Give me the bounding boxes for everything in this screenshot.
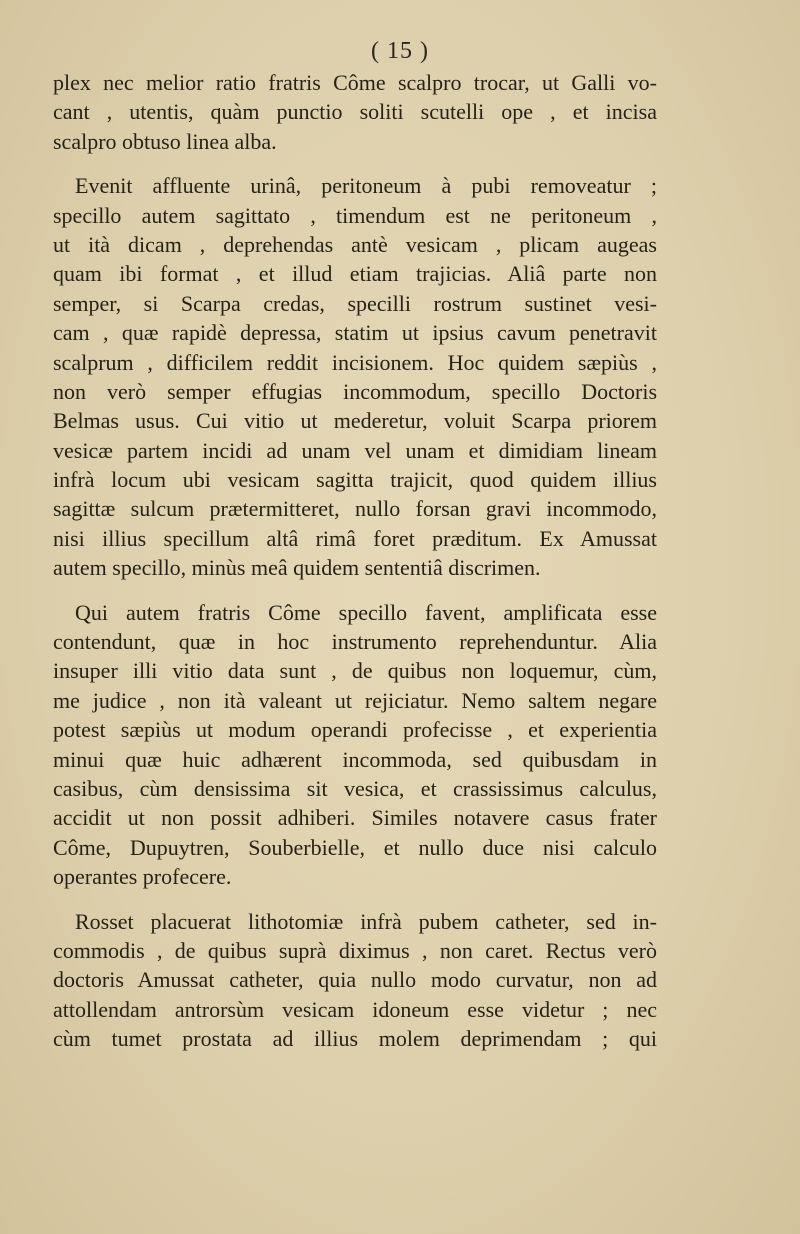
text-line: accidit ut non possit adhiberi. Similes notavere casus frater [53, 805, 657, 831]
text-line: Evenit affluente urinâ, peritoneum à pubi removeatur ; [75, 173, 657, 199]
paragraph-2 [53, 171, 657, 582]
text-line: operantes profecere. [53, 864, 232, 890]
text-line: potest sæpiùs ut modum operandi profecisse , et experientia [53, 717, 657, 743]
text-line: plex nec melior ratio fratris Côme scalpro trocar, ut Galli vo- [53, 70, 657, 95]
text-line: Côme, Dupuytren, Souberbielle, et nullo duce nisi calculo [53, 834, 657, 860]
paragraph-1 [53, 68, 657, 156]
text-line: non verò semper effugias incommodum, specillo Doctoris [53, 378, 657, 404]
text-line: casibus, cùm densissima sit vesica, et crassissimus calculus, [53, 775, 657, 801]
body-text [53, 68, 657, 1054]
text-line: contendunt, quæ in hoc instrumento reprehenduntur. Alia [53, 629, 657, 655]
page-number: ( 15 ) [371, 38, 429, 64]
text-line: scalprum , difficilem reddit incisionem. Hoc quidem sæpiùs , [53, 349, 657, 375]
text-line: Rosset placuerat lithotomiæ infrà pubem catheter, sed in- [75, 908, 657, 934]
text-line: commodis , de quibus suprà diximus , non caret. Rectus verò [53, 937, 657, 963]
text-line: specillo autem sagittato , timendum est ne peritoneum , [53, 202, 657, 228]
text-line: Qui autem fratris Côme specillo favent, amplificata esse [75, 599, 657, 625]
text-line: doctoris Amussat catheter, quia nullo modo curvatur, non ad [53, 967, 657, 993]
text-line: quam ibi format , et illud etiam trajicias. Aliâ parte non [53, 261, 657, 287]
text-line: autem specillo, minùs meâ quidem sententiâ discrimen. [53, 555, 541, 581]
text-line: scalpro obtuso linea alba. [53, 128, 277, 154]
text-line: nisi illius specillum altâ rimâ foret præditum. Ex Amussat [53, 525, 657, 551]
text-line: vesicæ partem incidi ad unam vel unam et dimidiam lineam [53, 437, 657, 463]
text-line: me judice , non ità valeant ut rejiciatur. Nemo saltem negare [53, 687, 657, 713]
text-line: cant , utentis, quàm punctio soliti scutelli ope , et incisa [53, 99, 657, 125]
text-line: minui quæ huic adhærent incommoda, sed quibusdam in [53, 746, 657, 772]
text-line: sagittæ sulcum prætermitteret, nullo forsan gravi incommodo, [53, 496, 657, 522]
text-line: cam , quæ rapidè depressa, statim ut ipsius cavum penetravit [53, 320, 657, 346]
text-line: insuper illi vitio data sunt , de quibus non loquemur, cùm, [53, 658, 657, 684]
text-line: Belmas usus. Cui vitio ut mederetur, voluit Scarpa priorem [53, 408, 657, 434]
text-line: cùm tumet prostata ad illius molem deprimendam ; qui [53, 1026, 657, 1052]
text-line: attollendam antrorsùm vesicam idoneum esse videtur ; nec [53, 996, 657, 1022]
text-line: semper, si Scarpa credas, specilli rostrum sustinet vesi- [53, 290, 657, 316]
paragraph-3 [53, 598, 657, 892]
paragraph-4 [53, 907, 657, 1054]
text-line: ut ità dicam , deprehendas antè vesicam , plicam augeas [53, 231, 657, 257]
text-line: infrà locum ubi vesicam sagitta trajicit, quod quidem illius [53, 467, 657, 493]
